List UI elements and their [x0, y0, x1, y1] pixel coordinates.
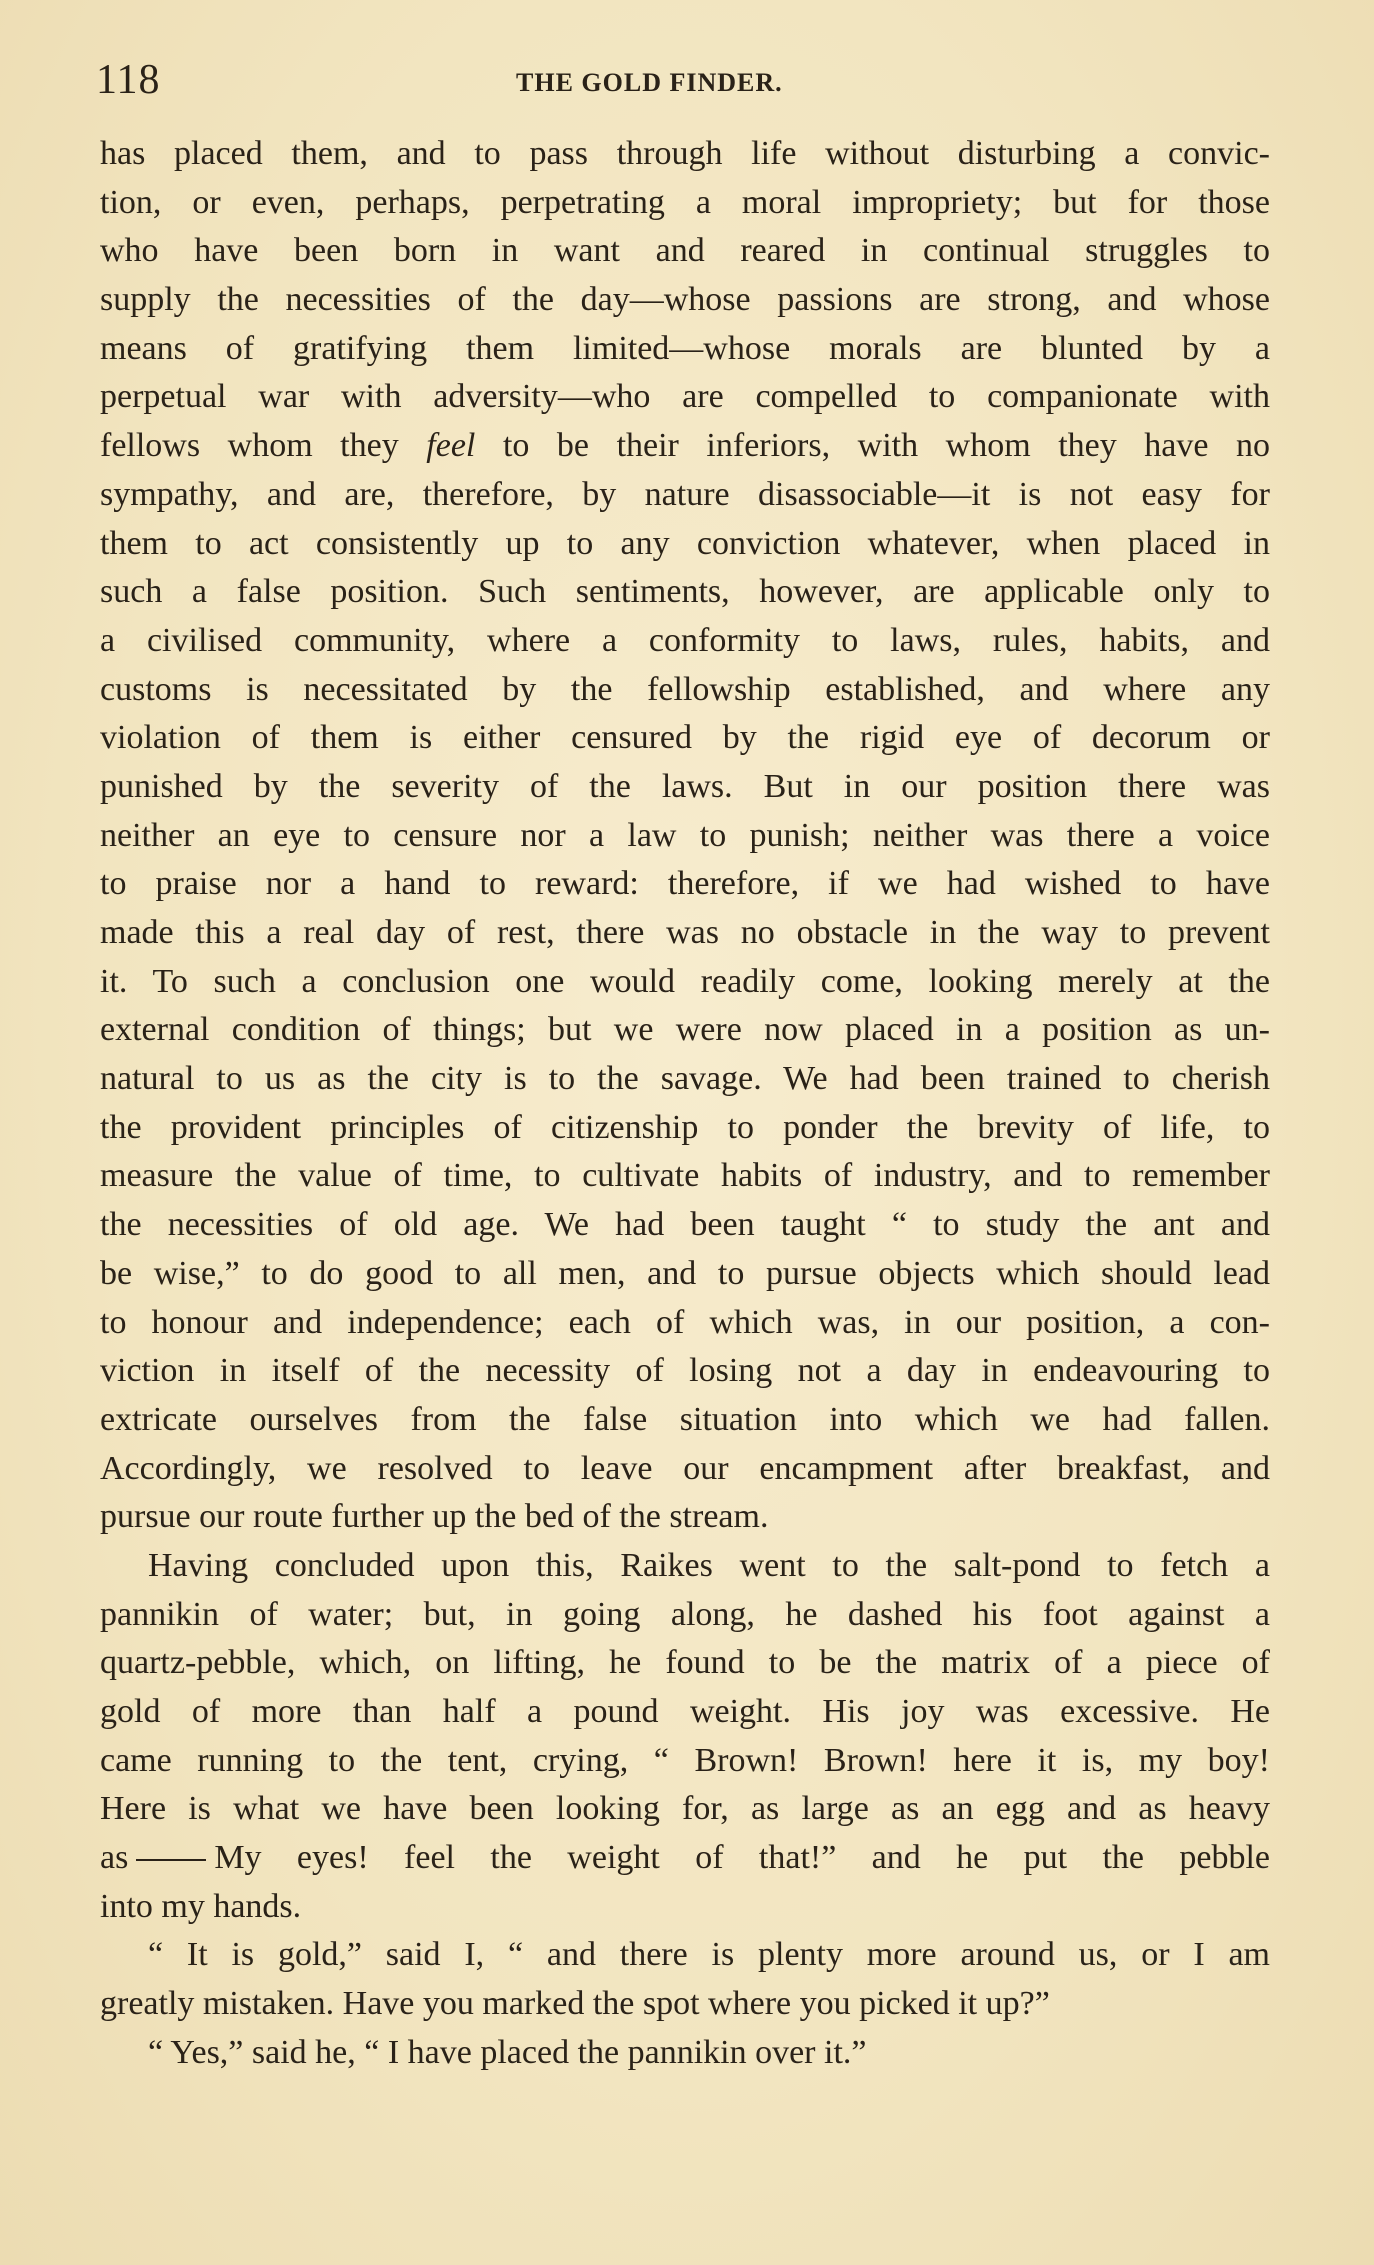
text-line: pannikin of water; but, in going along, he dashed his foot against a — [100, 1595, 1270, 1633]
text-line: extricate ourselves from the false situation into which we had fallen. — [100, 1400, 1270, 1438]
text-line: violation of them is either censured by the rigid eye of decorum or — [100, 719, 1270, 757]
text-line: Accordingly, we resolved to leave our encampment after breakfast, and — [100, 1449, 1270, 1487]
text-line: customs is necessitated by the fellowship established, and where any — [100, 670, 1270, 708]
text-line: external condition of things; but we were now placed in a position as un- — [100, 1011, 1270, 1049]
text-line: them to act consistently up to any conviction whatever, when placed in — [100, 524, 1270, 562]
text-line: sympathy, and are, therefore, by nature disassociable—it is not easy for — [100, 475, 1270, 513]
text-line: to honour and independence; each of which was, in our position, a con- — [100, 1303, 1270, 1341]
text-segment: as — [100, 1839, 129, 1877]
text-line: natural to us as the city is to the savage. We had been trained to cherish — [100, 1060, 1270, 1098]
text-line: to praise nor a hand to reward: therefore, if we had wished to have — [100, 865, 1270, 903]
text-line-with-italic — [100, 422, 1270, 471]
body-text — [100, 130, 1270, 2078]
text-line: it. To such a conclusion one would readily come, looking merely at the — [100, 962, 1270, 1000]
text-line: means of gratifying them limited—whose morals are blunted by a — [100, 329, 1270, 367]
text-line: be wise,” to do good to all men, and to pursue objects which should lead — [100, 1254, 1270, 1292]
italic-word: feel — [426, 427, 476, 465]
text-line-paragraph-end: into my hands. — [100, 1887, 302, 1925]
text-line-with-dash — [100, 1834, 1270, 1883]
text-line: the necessities of old age. We had been taught “ to study the ant and — [100, 1206, 1270, 1244]
text-segment: to be their inferiors, with whom they have no — [502, 427, 1271, 465]
text-line-paragraph-single: “ Yes,” said he, “ I have placed the pannikin over it.” — [148, 2033, 867, 2071]
text-segment: fellows whom they — [100, 427, 399, 465]
text-line: viction in itself of the necessity of losing not a day in endeavouring to — [100, 1352, 1270, 1390]
page-header — [96, 50, 1276, 110]
text-line-paragraph-start: Having concluded upon this, Raikes went to the salt-pond to fetch a — [148, 1546, 1270, 1584]
text-line: tion, or even, perhaps, perpetrating a moral impropriety; but for those — [100, 183, 1270, 221]
text-line: made this a real day of rest, there was no obstacle in the way to prevent — [100, 914, 1270, 951]
running-title: THE GOLD FINDER. — [516, 68, 783, 97]
text-line: Here is what we have been looking for, as large as an egg and as heavy — [100, 1790, 1270, 1828]
text-line-paragraph-end: greatly mistaken. Have you marked the spot where you picked it up?” — [100, 1985, 1050, 2023]
text-line: supply the necessities of the day—whose passions are strong, and whose — [100, 281, 1270, 319]
text-line: neither an eye to censure nor a law to punish; neither was there a voice — [100, 816, 1270, 854]
text-line: perpetual war with adversity—who are compelled to companionate with — [100, 378, 1270, 416]
text-line: came running to the tent, crying, “ Brown! Brown! here it is, my boy! — [100, 1741, 1270, 1779]
text-line: punished by the severity of the laws. But in our position there was — [100, 767, 1270, 805]
page-number: 118 — [96, 57, 161, 103]
text-line: measure the value of time, to cultivate habits of industry, and to remember — [100, 1157, 1270, 1195]
text-line: gold of more than half a pound weight. His joy was excessive. He — [100, 1693, 1270, 1730]
text-line: such a false position. Such sentiments, however, are applicable only to — [100, 573, 1270, 611]
text-segment: My eyes! feel the weight of that!” and he put the pebble — [214, 1839, 1270, 1877]
text-line: has placed them, and to pass through life without disturbing a convic- — [100, 135, 1270, 172]
text-line-paragraph-start: “ It is gold,” said I, “ and there is plenty more around us, or I am — [148, 1936, 1270, 1974]
text-line-paragraph-end: pursue our route further up the bed of the stream. — [100, 1498, 769, 1536]
text-line: a civilised community, where a conformity to laws, rules, habits, and — [100, 621, 1270, 659]
em-dash-rule — [136, 1859, 206, 1861]
text-line: quartz-pebble, which, on lifting, he found to be the matrix of a piece of — [100, 1644, 1270, 1682]
text-line: who have been born in want and reared in continual struggles to — [100, 232, 1270, 270]
text-line: the provident principles of citizenship to ponder the brevity of life, to — [100, 1108, 1270, 1146]
